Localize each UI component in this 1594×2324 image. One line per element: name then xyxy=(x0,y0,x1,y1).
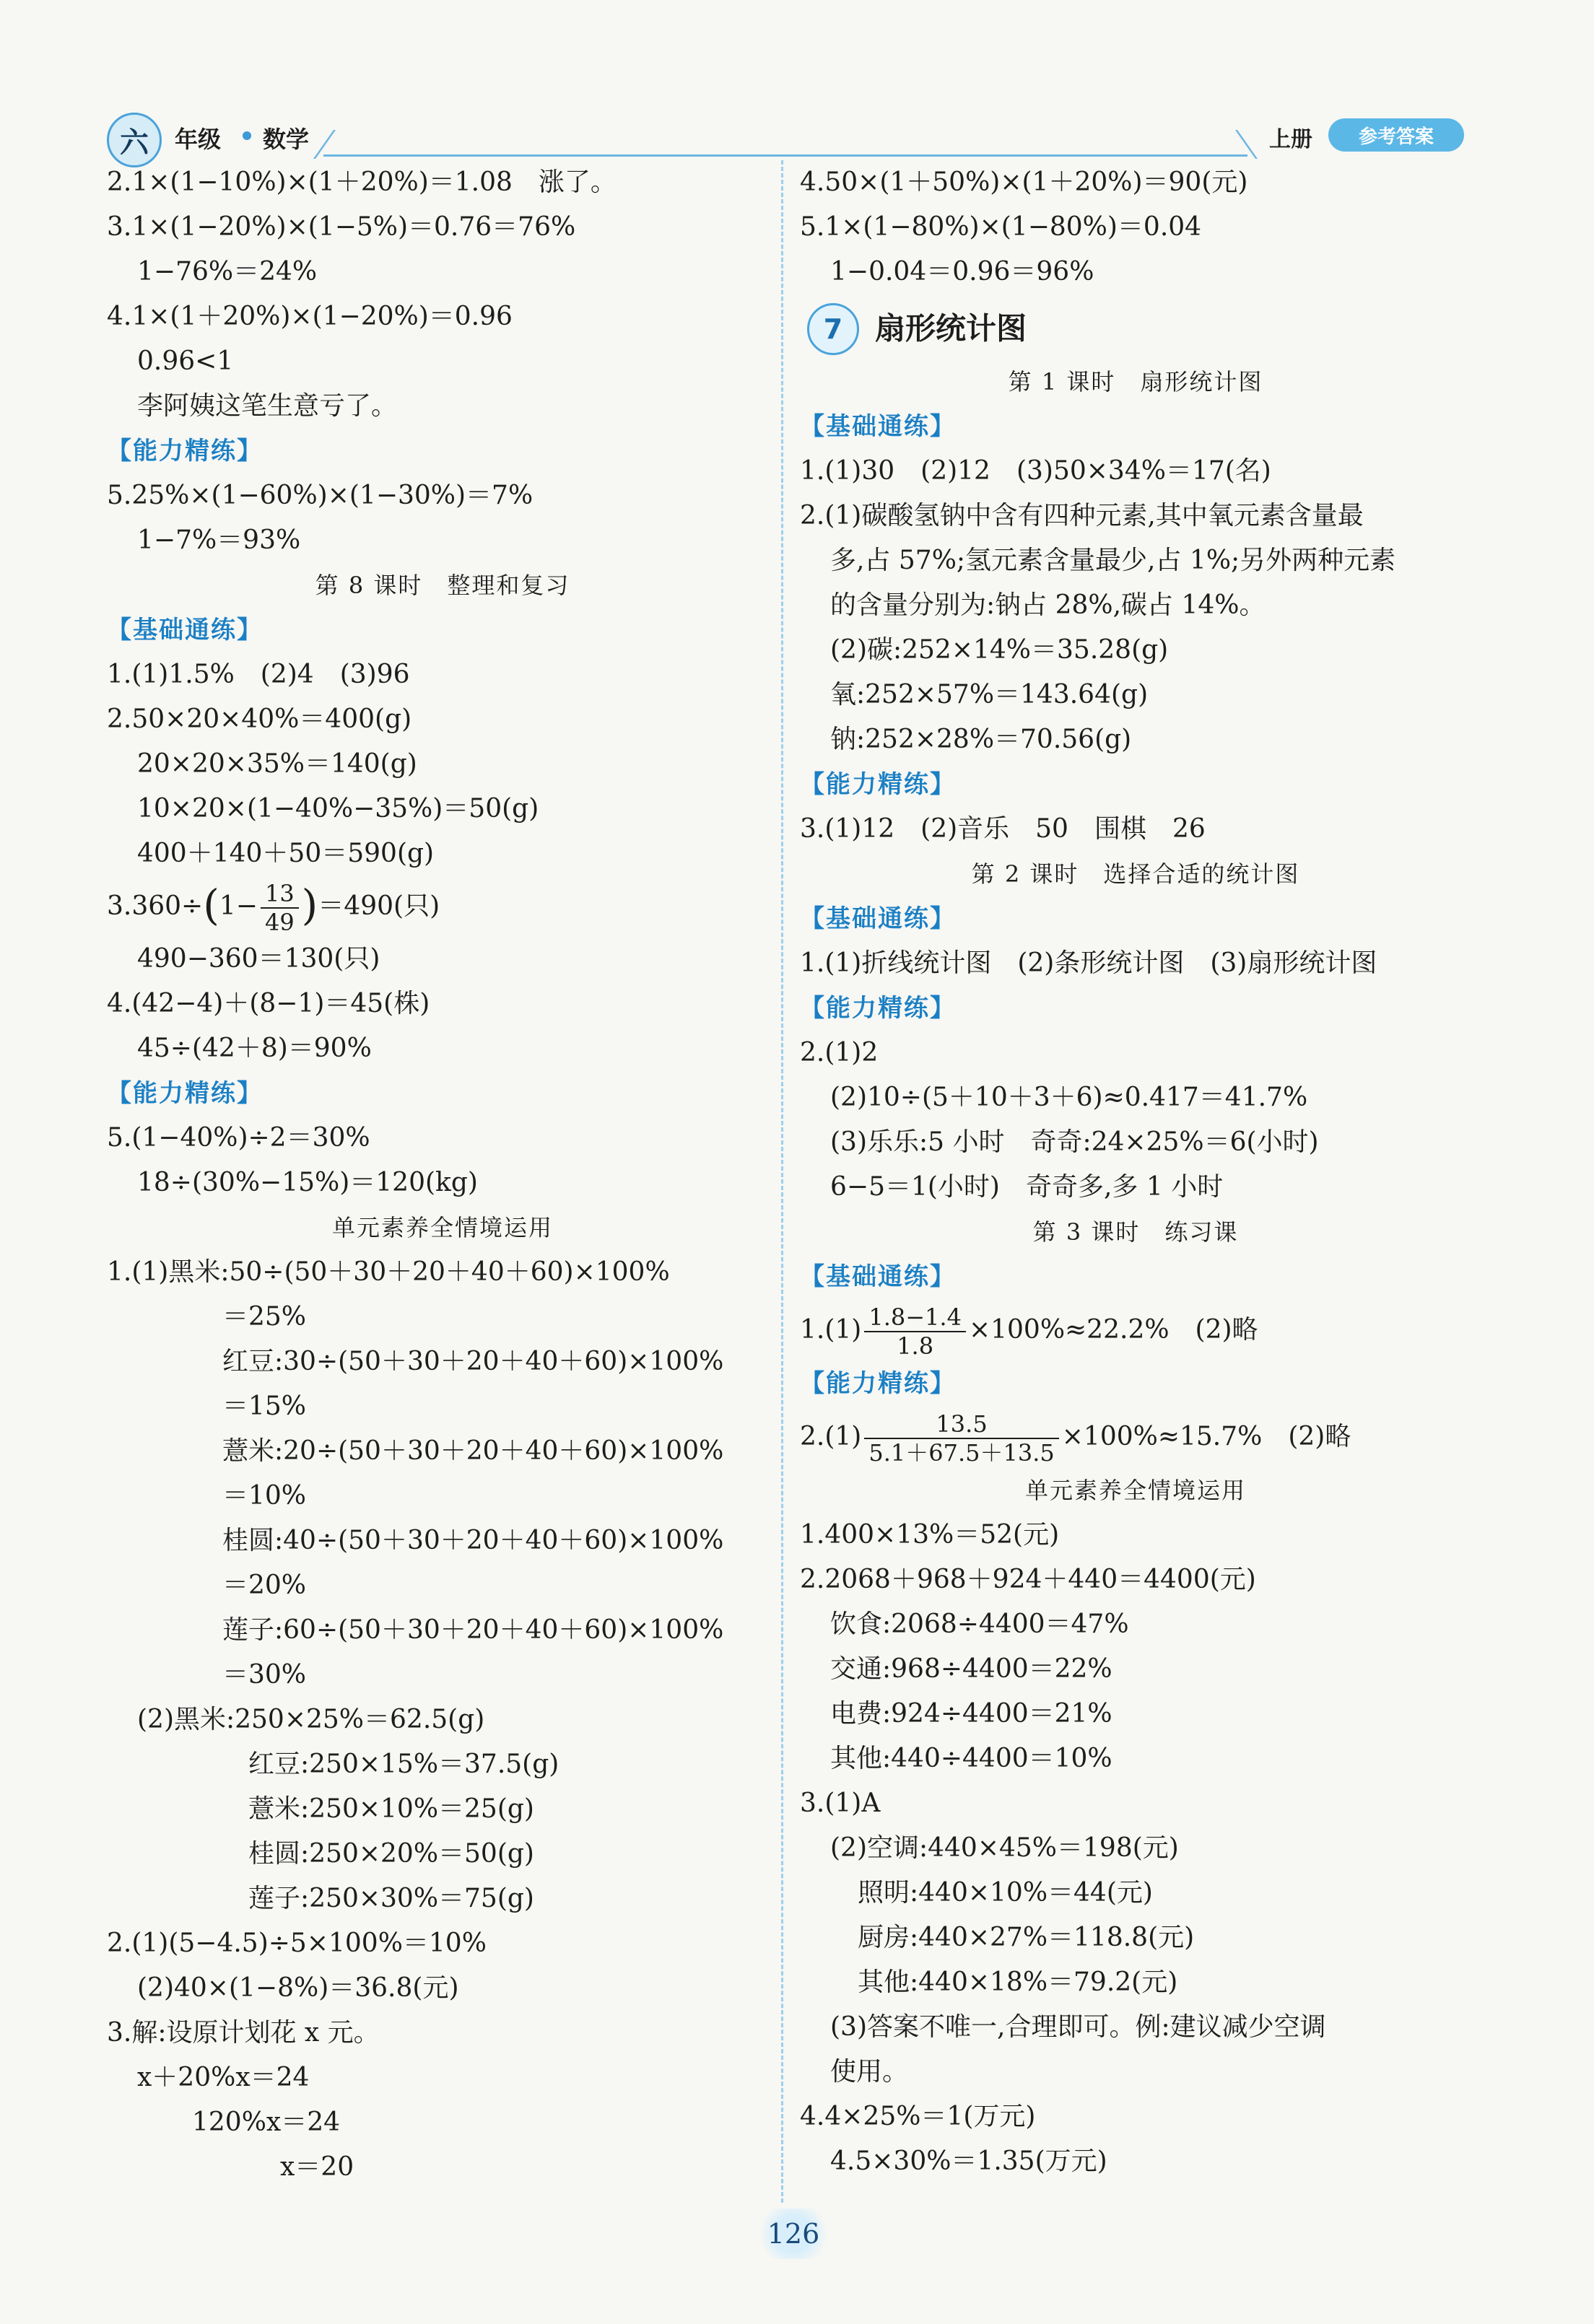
answer-line: 1−7%＝93% xyxy=(137,525,301,555)
answer-line: 3.(1)A xyxy=(800,1788,881,1818)
answer-line: 5.(1−40%)÷2＝30% xyxy=(107,1123,370,1153)
answer-line: 照明:440×10%＝44(元) xyxy=(858,1878,1153,1908)
answer-line: 1.(1)30 (2)12 (3)50×34%＝17(名) xyxy=(800,456,1271,486)
text-segment: ×100%≈15.7% (2)略 xyxy=(1061,1422,1351,1451)
lesson-title: 单元素养全情境运用 xyxy=(331,1214,553,1241)
answer-line: 1.(1)折线统计图 (2)条形统计图 (3)扇形统计图 xyxy=(800,948,1377,978)
answer-line: ＝20% xyxy=(222,1571,307,1600)
chapter-heading xyxy=(800,294,1471,359)
answer-line: 桂圆:250×20%＝50(g) xyxy=(248,1839,534,1869)
fraction xyxy=(261,880,299,936)
fraction-denominator: 1.8 xyxy=(897,1332,934,1360)
answer-line: x＋20%x＝24 xyxy=(137,2063,310,2092)
answer-line: 厨房:440×27%＝118.8(元) xyxy=(858,1923,1195,1952)
answer-line: ＝15% xyxy=(222,1392,307,1421)
answer-line: 1.400×13%＝52(元) xyxy=(800,1520,1060,1550)
answer-line: 薏米:20÷(50＋30＋20＋40＋60)×100% xyxy=(222,1436,724,1466)
fraction xyxy=(864,1303,966,1360)
answer-line: 1−0.04＝0.96＝96% xyxy=(830,257,1094,287)
fraction-line xyxy=(107,876,778,937)
text-segment: 2.(1) xyxy=(800,1422,862,1451)
right-column xyxy=(800,160,1471,2184)
answer-line: (2)10÷(5＋10＋3＋6)≈0.417＝41.7% xyxy=(830,1083,1308,1112)
section-heading: 【能力精练】 xyxy=(800,994,956,1023)
answer-line: 2.(1)碳酸氢钠中含有四种元素,其中氧元素含量最 xyxy=(800,501,1364,530)
answer-line: 2.2068＋968＋924＋440＝4400(元) xyxy=(800,1565,1256,1594)
section-heading: 【能力精练】 xyxy=(107,437,263,466)
text-segment: 1.(1) xyxy=(800,1315,862,1345)
answer-line: 45÷(42＋8)＝90% xyxy=(137,1034,372,1063)
text-segment: ＝490(只) xyxy=(318,891,440,921)
answer-line: 3.1×(1−20%)×(1−5%)＝0.76＝76% xyxy=(107,212,576,242)
answer-line: 交通:968÷4400＝22% xyxy=(830,1654,1112,1684)
fraction-numerator: 13.5 xyxy=(864,1410,1058,1439)
paren-left: ( xyxy=(203,881,219,930)
fraction-denominator: 5.1＋67.5＋13.5 xyxy=(868,1439,1055,1467)
fraction-numerator: 13 xyxy=(261,880,299,909)
fraction-denominator: 49 xyxy=(264,909,295,936)
answer-line: 1.(1)黑米:50÷(50＋30＋20＋40＋60)×100% xyxy=(107,1257,670,1287)
lesson-title: 第 2 课时 选择合适的统计图 xyxy=(971,860,1300,888)
fraction-line xyxy=(800,1406,1471,1468)
answer-line: 18÷(30%−15%)＝120(kg) xyxy=(137,1168,478,1197)
subject-label: 数学 xyxy=(263,126,310,153)
header-rule xyxy=(323,154,1247,157)
answer-line: 400＋140＋50＝590(g) xyxy=(137,839,435,868)
answer-line: 0.96<1 xyxy=(137,346,234,376)
answer-line: 2.(1)(5−4.5)÷5×100%＝10% xyxy=(107,1928,487,1958)
chapter-number-badge: 7 xyxy=(807,303,859,355)
lesson-title: 单元素养全情境运用 xyxy=(1024,1477,1246,1504)
answer-line: 6−5＝1(小时) 奇奇多,多 1 小时 xyxy=(830,1172,1224,1202)
answer-line: 红豆:250×15%＝37.5(g) xyxy=(248,1749,559,1779)
answer-line: 饮食:2068÷4400＝47% xyxy=(830,1609,1129,1639)
left-column xyxy=(107,160,778,2190)
text-segment: 1− xyxy=(219,891,258,921)
text-segment: 3.360÷ xyxy=(107,891,204,921)
grade-badge: 六 xyxy=(107,113,162,167)
answer-line: ＝30% xyxy=(222,1660,307,1690)
section-heading: 【能力精练】 xyxy=(800,770,956,799)
lesson-title: 第 1 课时 扇形统计图 xyxy=(1008,368,1263,396)
answer-line: 红豆:30÷(50＋30＋20＋40＋60)×100% xyxy=(222,1347,724,1376)
answer-line: 电费:924÷4400＝21% xyxy=(830,1699,1112,1729)
answer-line: 4.(42−4)＋(8−1)＝45(株) xyxy=(107,989,430,1018)
answer-line: 490−360＝130(只) xyxy=(137,944,380,974)
section-heading: 【基础通练】 xyxy=(800,904,956,933)
lesson-title: 第 8 课时 整理和复习 xyxy=(315,572,570,599)
answer-line: 5.1×(1−80%)×(1−80%)＝0.04 xyxy=(800,212,1202,242)
fraction-numerator: 1.8−1.4 xyxy=(864,1303,966,1332)
answer-line: 1−76%＝24% xyxy=(137,257,318,287)
section-heading: 【基础通练】 xyxy=(107,616,263,645)
answer-line: 莲子:250×30%＝75(g) xyxy=(248,1884,534,1913)
answer-line: (2)碳:252×14%＝35.28(g) xyxy=(830,635,1169,665)
answer-badge: 参考答案 xyxy=(1328,118,1464,152)
grade-label: 年级 xyxy=(175,126,222,153)
answer-line: 120%x＝24 xyxy=(192,2107,341,2137)
answer-line: 李阿姨这笔生意亏了。 xyxy=(137,391,398,421)
answer-line: 其他:440×18%＝79.2(元) xyxy=(858,1967,1178,1997)
answer-line: 4.5×30%＝1.35(万元) xyxy=(830,2146,1107,2176)
answer-line: 桂圆:40÷(50＋30＋20＋40＋60)×100% xyxy=(222,1526,724,1555)
section-heading: 【基础通练】 xyxy=(800,412,956,441)
answer-line: 多,占 57%;氢元素含量最少,占 1%;另外两种元素 xyxy=(830,546,1396,575)
answer-line: (3)答案不唯一,合理即可。例:建议减少空调 xyxy=(830,2012,1326,2042)
answer-line: 其他:440÷4400＝10% xyxy=(830,1744,1112,1773)
answer-line: 莲子:60÷(50＋30＋20＋40＋60)×100% xyxy=(222,1615,724,1645)
answer-line: (2)空调:440×45%＝198(元) xyxy=(830,1833,1179,1863)
answer-line: ＝10% xyxy=(222,1481,307,1511)
answer-line: 10×20×(1−40%−35%)＝50(g) xyxy=(137,794,539,824)
section-heading: 【基础通练】 xyxy=(800,1262,956,1291)
section-heading: 【能力精练】 xyxy=(800,1369,956,1398)
answer-line: 的含量分别为:钠占 28%,碳占 14%。 xyxy=(830,590,1266,620)
section-heading: 【能力精练】 xyxy=(107,1079,263,1108)
lesson-title: 第 3 课时 练习课 xyxy=(1032,1218,1239,1246)
answer-line: (2)黑米:250×25%＝62.5(g) xyxy=(137,1705,485,1734)
answer-line: 20×20×35%＝140(g) xyxy=(137,749,417,779)
answer-line: 2.1×(1−10%)×(1＋20%)＝1.08 涨了。 xyxy=(107,167,617,197)
answer-line: 使用。 xyxy=(830,2057,909,2087)
answer-line: 氧:252×57%＝143.64(g) xyxy=(830,680,1149,709)
page-header xyxy=(107,108,1464,166)
answer-line: (3)乐乐:5 小时 奇奇:24×25%＝6(小时) xyxy=(830,1127,1319,1157)
answer-line: 4.1×(1＋20%)×(1−20%)＝0.96 xyxy=(107,302,513,331)
chapter-title: 扇形统计图 xyxy=(875,310,1027,346)
answer-line: 钠:252×28%＝70.56(g) xyxy=(830,725,1132,754)
answer-line: 薏米:250×10%＝25(g) xyxy=(248,1794,534,1824)
answer-line: 4.4×25%＝1(万元) xyxy=(800,2102,1036,2131)
page-number: 126 xyxy=(754,2209,833,2259)
answer-line: 1.(1)1.5% (2)4 (3)96 xyxy=(107,660,410,689)
column-divider xyxy=(781,160,783,2203)
answer-line: 3.(1)12 (2)音乐 50 围棋 26 xyxy=(800,814,1206,844)
answer-line: 2.(1)2 xyxy=(800,1038,879,1067)
answer-line: x＝20 xyxy=(280,2152,354,2182)
header-dot-icon xyxy=(243,131,251,140)
answer-line: 2.50×20×40%＝400(g) xyxy=(107,704,412,734)
answer-line: 5.25%×(1−60%)×(1−30%)＝7% xyxy=(107,481,533,510)
fraction xyxy=(864,1410,1058,1467)
volume-label: 上册 xyxy=(1269,127,1312,152)
answer-line: (2)40×(1−8%)＝36.8(元) xyxy=(137,1973,459,2003)
answer-line: 3.解:设原计划花 x 元。 xyxy=(107,2018,380,2048)
paren-right: ) xyxy=(301,881,318,930)
text-segment: ×100%≈22.2% (2)略 xyxy=(968,1315,1258,1345)
fraction-line xyxy=(800,1299,1471,1361)
answer-line: 4.50×(1＋50%)×(1＋20%)＝90(元) xyxy=(800,167,1248,197)
answer-line: ＝25% xyxy=(222,1302,307,1332)
